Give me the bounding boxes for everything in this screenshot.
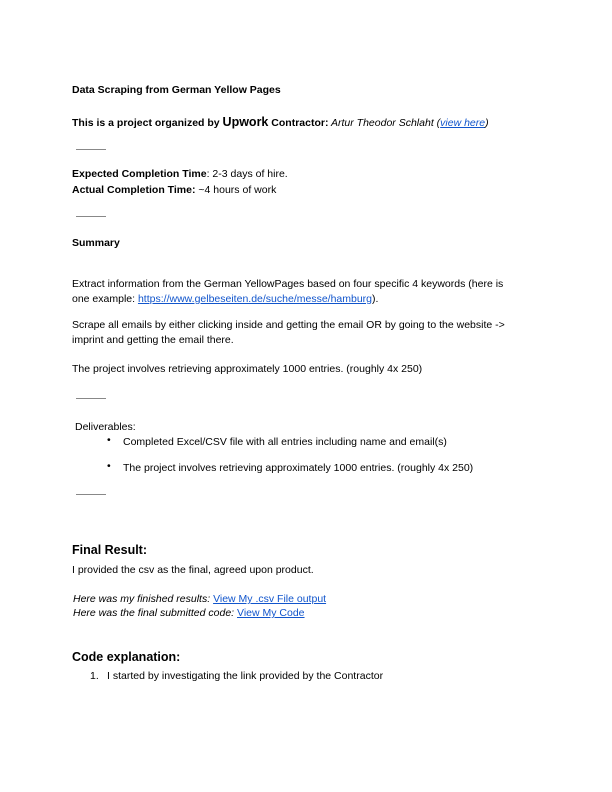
summary-p1-line2 xyxy=(72,292,378,306)
final-result-text: I provided the csv as the final, agreed upon product. xyxy=(72,564,314,576)
summary-p1-suffix: ). xyxy=(372,293,379,305)
summary-p1-line1: Extract information from the German YellowPages based on four specific 4 keywords (here is xyxy=(72,278,504,290)
view-code-link[interactable]: View My Code xyxy=(237,607,305,619)
list-number: 1. xyxy=(90,670,99,682)
intro-prefix: This is a project organized by xyxy=(72,117,223,129)
expected-time xyxy=(72,167,288,181)
deliverable-item: Completed Excel/CSV file with all entries including name and email(s) xyxy=(123,436,447,448)
intro-suffix: ) xyxy=(485,117,489,129)
code-line xyxy=(73,606,305,620)
divider xyxy=(76,398,106,399)
divider xyxy=(76,216,106,217)
deliverable-item: The project involves retrieving approximately 1000 entries. (roughly 4x 250) xyxy=(123,462,474,474)
csv-output-link[interactable]: View My .csv File output xyxy=(213,593,327,605)
deliverables-heading: Deliverables: xyxy=(75,421,136,433)
divider xyxy=(76,494,106,495)
code-label: Here was the final submitted code: xyxy=(73,607,238,619)
gelbeseiten-link[interactable]: https://www.gelbeseiten.de/suche/messe/hamburg xyxy=(137,293,373,305)
summary-p3: The project involves retrieving approximately 1000 entries. (roughly 4x 250) xyxy=(72,363,423,375)
list-item: I started by investigating the link provided by the Contractor xyxy=(107,670,384,682)
results-line xyxy=(73,592,326,606)
expected-label: Expected Completion Time xyxy=(72,168,207,180)
bullet-icon: • xyxy=(107,434,111,446)
intro-platform: Upwork xyxy=(222,115,269,129)
intro-role: Contractor: xyxy=(268,117,329,129)
summary-p1-prefix: one example: xyxy=(72,293,138,305)
actual-value: ~4 hours of work xyxy=(195,184,277,196)
results-label: Here was my finished results: xyxy=(73,593,214,605)
document-title: Data Scraping from German Yellow Pages xyxy=(72,84,281,96)
divider xyxy=(76,149,106,150)
summary-p2-line1: Scrape all emails by either clicking inside and getting the email OR by going to the website -> xyxy=(72,319,505,331)
bullet-icon: • xyxy=(107,460,111,472)
intro-line xyxy=(72,115,489,130)
intro-contractor: Artur Theodor Schlaht ( xyxy=(328,117,441,129)
view-here-link[interactable]: view here xyxy=(440,117,486,129)
summary-heading: Summary xyxy=(72,237,120,249)
actual-label: Actual Completion Time: xyxy=(72,184,196,196)
actual-time xyxy=(72,183,276,197)
final-result-heading: Final Result: xyxy=(72,543,148,557)
expected-value: : 2-3 days of hire. xyxy=(206,168,288,180)
summary-p2-line2: imprint and getting the email there. xyxy=(72,334,234,346)
code-explanation-heading: Code explanation: xyxy=(72,650,181,664)
